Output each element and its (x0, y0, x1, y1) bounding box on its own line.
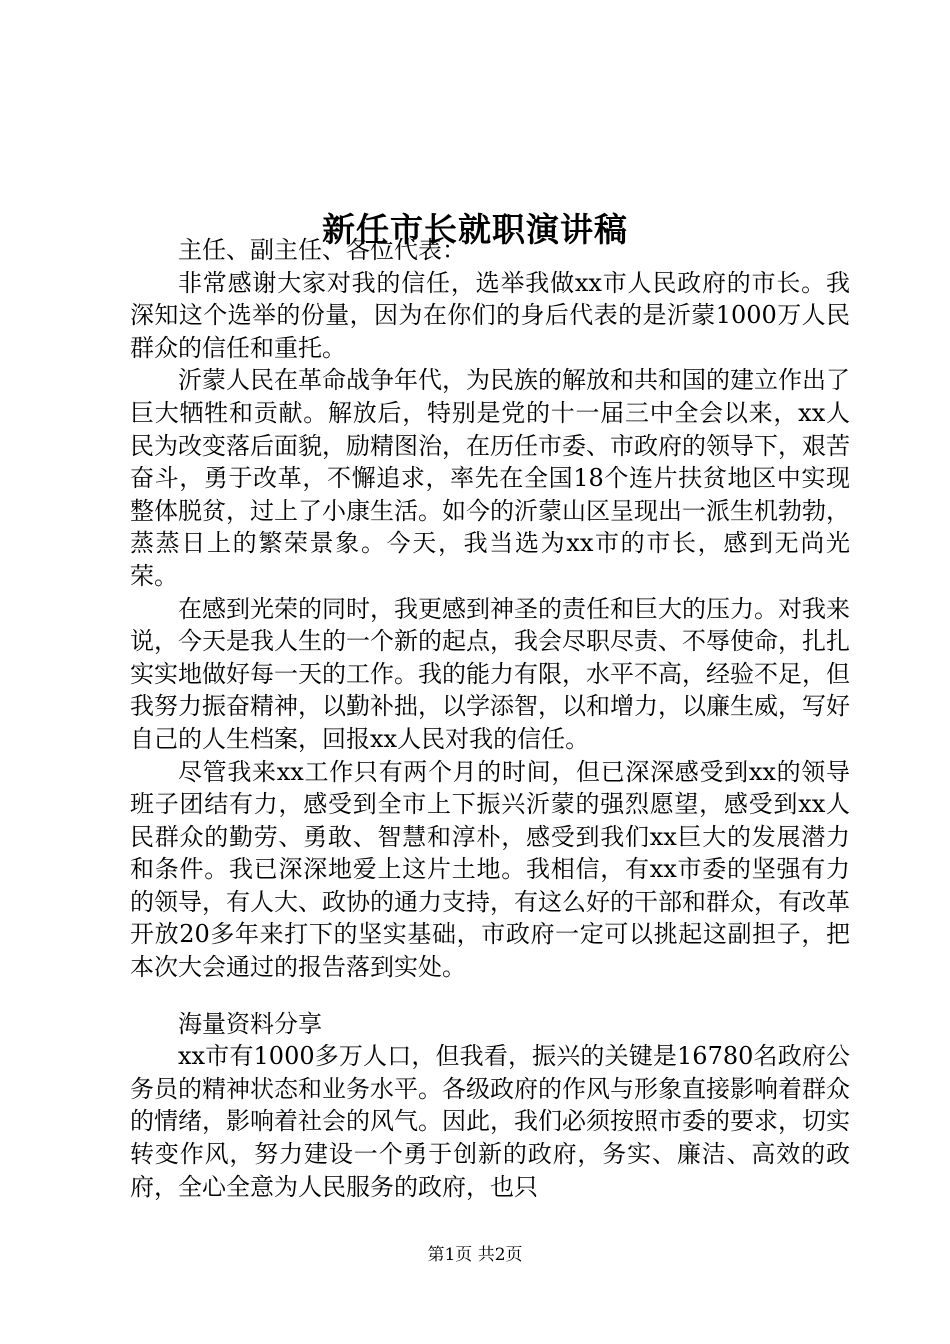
paragraph-5: xx市有1000多万人口，但我看，振兴的关键是16780名政府公务员的精神状态和业务水平。各级政府的作风与形象直接影响着群众的情绪，影响着社会的风气。因此，我们必须按照市委的要求，切实转变作风，努力建设一个勇于创新的政府，务实、廉洁、高效的政府，全心全意为人民服务的政府，也只 (130, 1042, 850, 1201)
paragraph-gap (130, 984, 850, 1008)
page-footer: 第1页 共2页 (427, 1245, 523, 1265)
document-body (130, 234, 850, 1203)
paragraph-4: 尽管我来xx工作只有两个月的时间，但已深深感受到xx的领导班子团结有力，感受到全市上下振兴沂蒙的强烈愿望，感受到xx人民群众的勤劳、勇敢、智慧和淳朴，感受到我们xx巨大的发展潜力和条件。我已深深地爱上这片土地。我相信，有xx市委的坚强有力的领导，有人大、政协的通力支持，有这么好的干部和群众，有改革开放20多年来打下的坚实基础，市政府一定可以挑起这副担子，把本次大会通过的报告落到实处。 (130, 757, 850, 982)
paragraph-3: 在感到光荣的同时，我更感到神圣的责任和巨大的压力。对我来说，今天是我人生的一个新的起点，我会尽职尽责、不辱使命，扎扎实实地做好每一天的工作。我的能力有限，水平不高，经验不足，但我努力振奋精神，以勤补拙，以学添智，以和增力，以廉生威，写好自己的人生档案，回报xx人民对我的信任。 (130, 594, 850, 753)
paragraph-2: 沂蒙人民在革命战争年代，为民族的解放和共和国的建立作出了巨大牺牲和贡献。解放后，特别是党的十一届三中全会以来，xx人民为改变落后面貌，励精图治，在历任市委、市政府的领导下，艰苦奋斗，勇于改革，不懈追求，率先在全国18个连片扶贫地区中实现整体脱贫，过上了小康生活。如今的沂蒙山区呈现出一派生机勃勃，蒸蒸日上的繁荣景象。今天，我当选为xx市的市长，感到无尚光荣。 (130, 366, 850, 590)
share-note: 海量资料分享 (178, 1009, 322, 1038)
paragraph-1: 非常感谢大家对我的信任，选举我做xx市人民政府的市长。我深知这个选举的份量，因为在你们的身后代表的是沂蒙1000万人民群众的信任和重托。 (130, 268, 850, 362)
salutation: 主任、副主任、各位代表： (178, 236, 466, 264)
document-title: 新任市长就职演讲稿 (322, 210, 628, 250)
